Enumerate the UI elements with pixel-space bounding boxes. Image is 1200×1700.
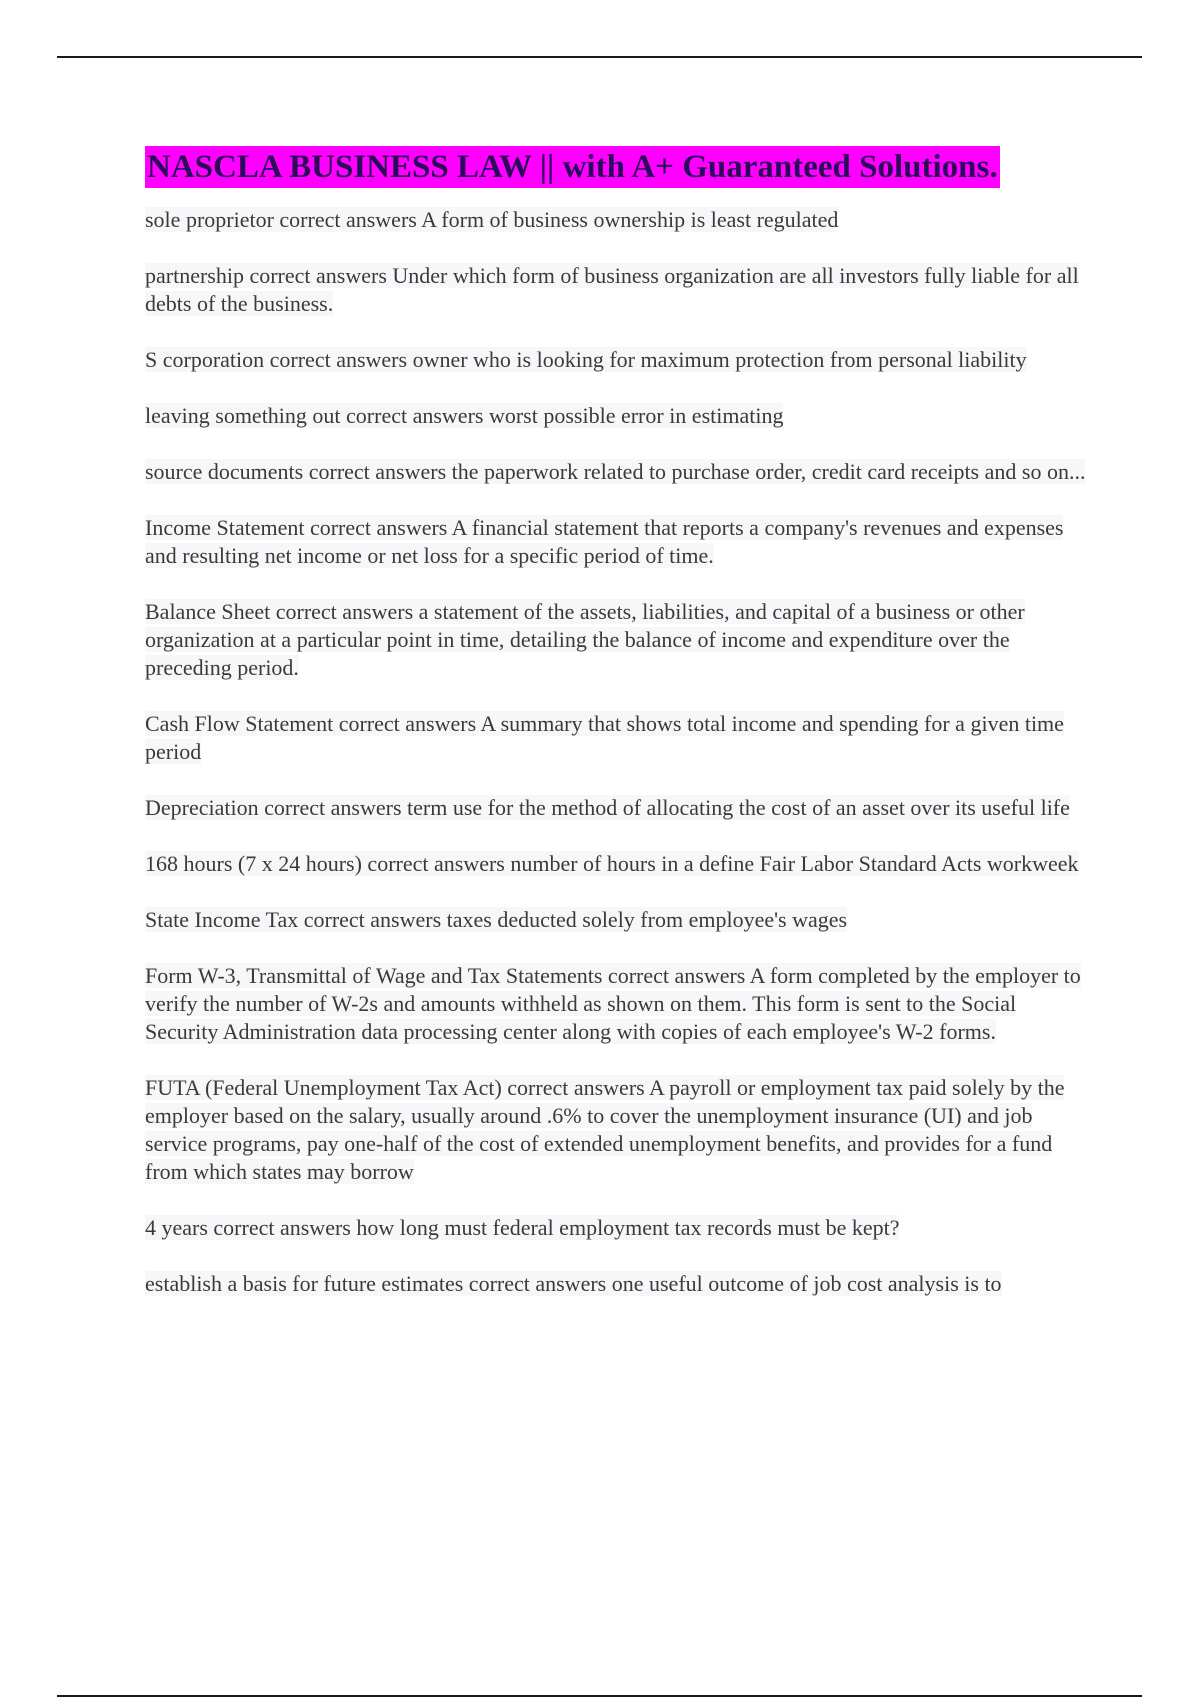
qa-list — [145, 206, 1090, 1298]
qa-entry-text: leaving something out correct answers worst possible error in estimating — [145, 403, 784, 428]
page-top-rule — [57, 56, 1142, 58]
qa-entry — [145, 598, 1090, 682]
qa-entry — [145, 850, 1090, 878]
qa-entry-text: Form W-3, Transmittal of Wage and Tax Statements correct answers A form completed by the employer to verify the number of W-2s and amounts withheld as shown on them. This form is sent to the Social Security Administration data processing center along with copies of each employee's W-2 forms. — [145, 963, 1081, 1044]
qa-entry — [145, 514, 1090, 570]
qa-entry — [145, 458, 1090, 486]
qa-entry — [145, 906, 1090, 934]
qa-entry-text: establish a basis for future estimates correct answers one useful outcome of job cost analysis is to — [145, 1271, 1002, 1296]
qa-entry — [145, 346, 1090, 374]
qa-entry-text: State Income Tax correct answers taxes deducted solely from employee's wages — [145, 907, 848, 932]
qa-entry-text: 4 years correct answers how long must federal employment tax records must be kept? — [145, 1215, 900, 1240]
qa-entry — [145, 1270, 1090, 1298]
qa-entry-text: Balance Sheet correct answers a statement of the assets, liabilities, and capital of a business or other organization at a particular point in time, detailing the balance of income and expenditure over the preceding period. — [145, 599, 1025, 680]
document-title: NASCLA BUSINESS LAW || with A+ Guaranteed Solutions. — [145, 146, 1000, 188]
qa-entry — [145, 206, 1090, 234]
page-bottom-rule — [57, 1695, 1142, 1697]
qa-entry-text: 168 hours (7 x 24 hours) correct answers number of hours in a define Fair Labor Standard Acts workweek — [145, 851, 1079, 876]
qa-entry — [145, 402, 1090, 430]
qa-entry-text: Income Statement correct answers A financial statement that reports a company's revenues and expenses and resulting net income or net loss for a specific period of time. — [145, 515, 1064, 568]
qa-entry-text: S corporation correct answers owner who is looking for maximum protection from personal liability — [145, 347, 1027, 372]
qa-entry — [145, 1214, 1090, 1242]
qa-entry-text: Cash Flow Statement correct answers A summary that shows total income and spending for a given time period — [145, 711, 1064, 764]
qa-entry-text: source documents correct answers the paperwork related to purchase order, credit card receipts and so on... — [145, 459, 1086, 484]
qa-entry-text: sole proprietor correct answers A form of business ownership is least regulated — [145, 207, 839, 232]
qa-entry-text: partnership correct answers Under which form of business organization are all investors fully liable for all debts of the business. — [145, 263, 1079, 316]
qa-entry-text: Depreciation correct answers term use for the method of allocating the cost of an asset over its useful life — [145, 795, 1070, 820]
qa-entry — [145, 962, 1090, 1046]
qa-entry — [145, 710, 1090, 766]
qa-entry-text: FUTA (Federal Unemployment Tax Act) correct answers A payroll or employment tax paid solely by the employer based on the salary, usually around .6% to cover the unemployment insurance (UI) and job service programs, pay one-half of the cost of extended unemployment benefits, and provides for a fund from which states may borrow — [145, 1075, 1065, 1184]
qa-entry — [145, 1074, 1090, 1186]
document-body — [145, 146, 1090, 1326]
qa-entry — [145, 262, 1090, 318]
qa-entry — [145, 794, 1090, 822]
